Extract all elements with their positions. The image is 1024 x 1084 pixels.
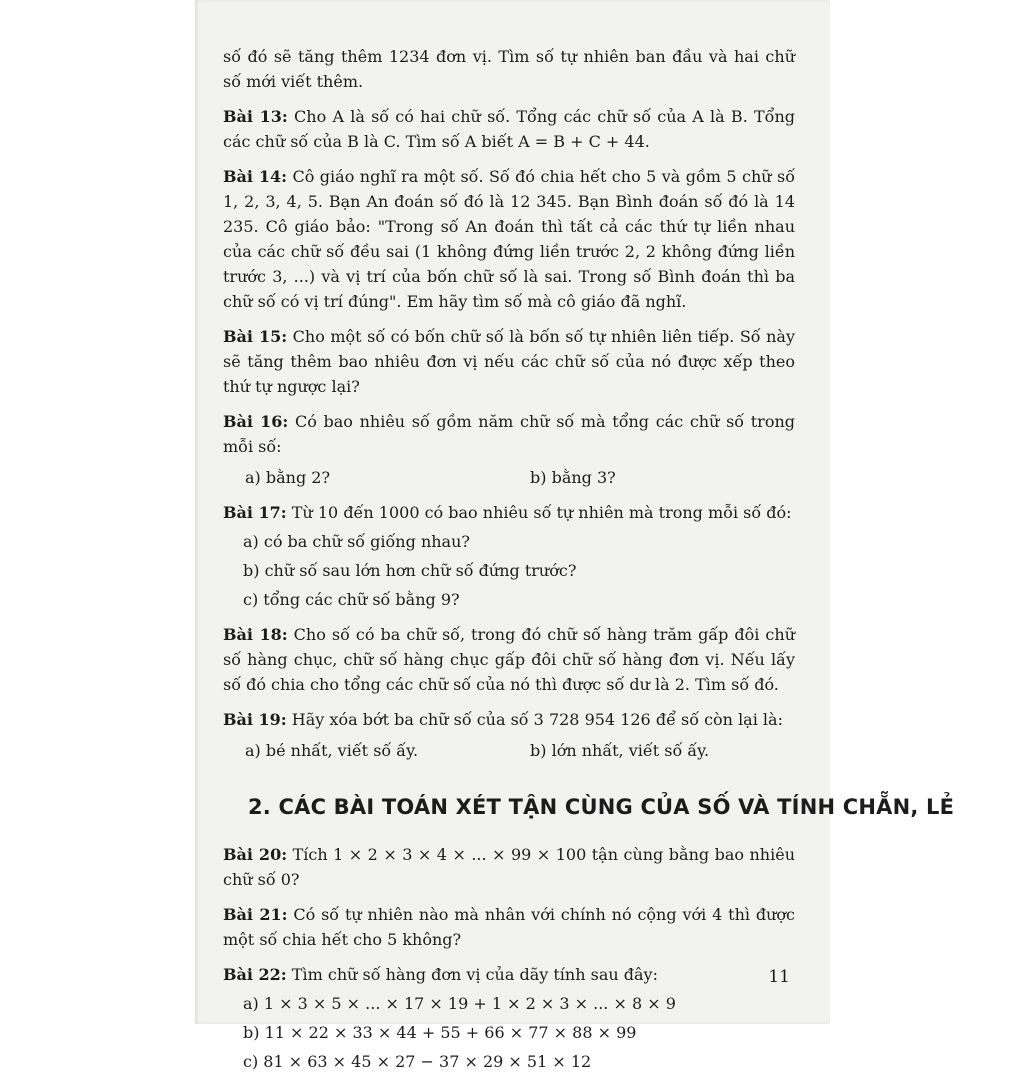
exercise-label: Bài 20:	[223, 845, 288, 864]
option-a: a) 1 × 3 × 5 × ... × 17 × 19 + 1 × 2 × 3 × ... × 8 × 9	[243, 994, 676, 1013]
exercise-label: Bài 19:	[223, 710, 287, 729]
exercise-label: Bài 22:	[223, 965, 287, 984]
exercise-20	[223, 842, 795, 892]
exercise-text: Có bao nhiêu số gồm năm chữ số mà tổng các chữ số trong mỗi số:	[223, 412, 795, 456]
option-b: b) chữ số sau lớn hơn chữ số đứng trước?	[243, 561, 577, 580]
exercise-15	[223, 324, 795, 399]
option-a: a) có ba chữ số giống nhau?	[243, 532, 470, 551]
exercise-19-options	[245, 738, 795, 763]
exercise-label: Bài 13:	[223, 107, 288, 126]
exercise-22	[223, 962, 795, 987]
page-number: 11	[768, 967, 790, 987]
option-b: b) lớn nhất, viết số ấy.	[530, 741, 710, 760]
exercise-label: Bài 14:	[223, 167, 288, 186]
exercise-label: Bài 16:	[223, 412, 289, 431]
exercise-text: Từ 10 đến 1000 có bao nhiêu số tự nhiên mà trong mỗi số đó:	[286, 503, 792, 522]
exercise-16-options	[245, 465, 795, 490]
exercise-14	[223, 164, 795, 314]
exercise-13	[223, 104, 795, 154]
exercise-18	[223, 622, 795, 697]
exercise-text: Tìm chữ số hàng đơn vị của dãy tính sau đây:	[286, 965, 658, 984]
exercise-label: Bài 21:	[223, 905, 288, 924]
exercise-text: Có số tự nhiên nào mà nhân với chính nó cộng với 4 thì được một số chia hết cho 5 không?	[223, 905, 796, 949]
exercise-text: Hãy xóa bớt ba chữ số của số 3 728 954 126 để số còn lại là:	[286, 710, 783, 729]
book-page	[195, 0, 955, 1071]
exercise-19	[223, 707, 795, 732]
exercise-17	[223, 500, 795, 525]
exercise-label: Bài 15:	[223, 327, 288, 346]
option-c: c) tổng các chữ số bằng 9?	[243, 590, 460, 609]
option-a: a) bằng 2?	[245, 468, 331, 487]
exercise-21	[223, 902, 795, 952]
exercise-16	[223, 409, 795, 459]
option-b: b) bằng 3?	[530, 468, 616, 487]
exercise-text: Cho một số có bốn chữ số là bốn số tự nhiên liên tiếp. Số này sẽ tăng thêm bao nhiêu đơn vị nếu các chữ số của nó được xếp theo thứ tự ngược lại?	[223, 327, 796, 396]
option-c: c) 81 × 63 × 45 × 27 − 37 × 29 × 51 × 12	[243, 1052, 592, 1071]
intro-text: số đó sẽ tăng thêm 1234 đơn vị. Tìm số tự nhiên ban đầu và hai chữ số mới viết thêm.	[223, 47, 795, 91]
exercise-text: Cho A là số có hai chữ số. Tổng các chữ số của A là B. Tổng các chữ số của B là C. Tìm số A biết A = B + C + 44.	[223, 107, 795, 151]
exercise-text: Cho số có ba chữ số, trong đó chữ số hàng trăm gấp đôi chữ số hàng chục, chữ số hàng chục gấp đôi chữ số hàng đơn vị. Nếu lấy số đó chia cho tổng các chữ số của nó thì được số dư là 2. Tìm số đó.	[223, 625, 795, 694]
exercise-text: Cô giáo nghĩ ra một số. Số đó chia hết cho 5 và gồm 5 chữ số 1, 2, 3, 4, 5. Bạn An đoán số đó là 12 345. Bạn Bình đoán số đó là 14 235. Cô giáo bảo: "Trong số An đoán thì tất cả các thứ tự liền nhau của các chữ số đều sai (1 không đứng liền trước 2, 2 không đứng liền trước 3, ...) và vị trí của bốn chữ số là sai. Trong số Bình đoán thì ba chữ số có vị trí đúng". Em hãy tìm số mà cô giáo đã nghĩ.	[223, 167, 795, 311]
section-heading: 2. CÁC BÀI TOÁN XÉT TẬN CÙNG CỦA SỐ VÀ TÍNH CHẴN, LẺ	[248, 795, 955, 819]
exercise-label: Bài 18:	[223, 625, 288, 644]
page-content	[223, 44, 955, 1084]
option-b: b) 11 × 22 × 33 × 44 + 55 + 66 × 77 × 88 × 99	[243, 1023, 637, 1042]
exercise-text: Tích 1 × 2 × 3 × 4 × ... × 99 × 100 tận cùng bằng bao nhiêu chữ số 0?	[223, 845, 795, 889]
option-a: a) bé nhất, viết số ấy.	[245, 741, 419, 760]
exercise-label: Bài 17:	[223, 503, 287, 522]
